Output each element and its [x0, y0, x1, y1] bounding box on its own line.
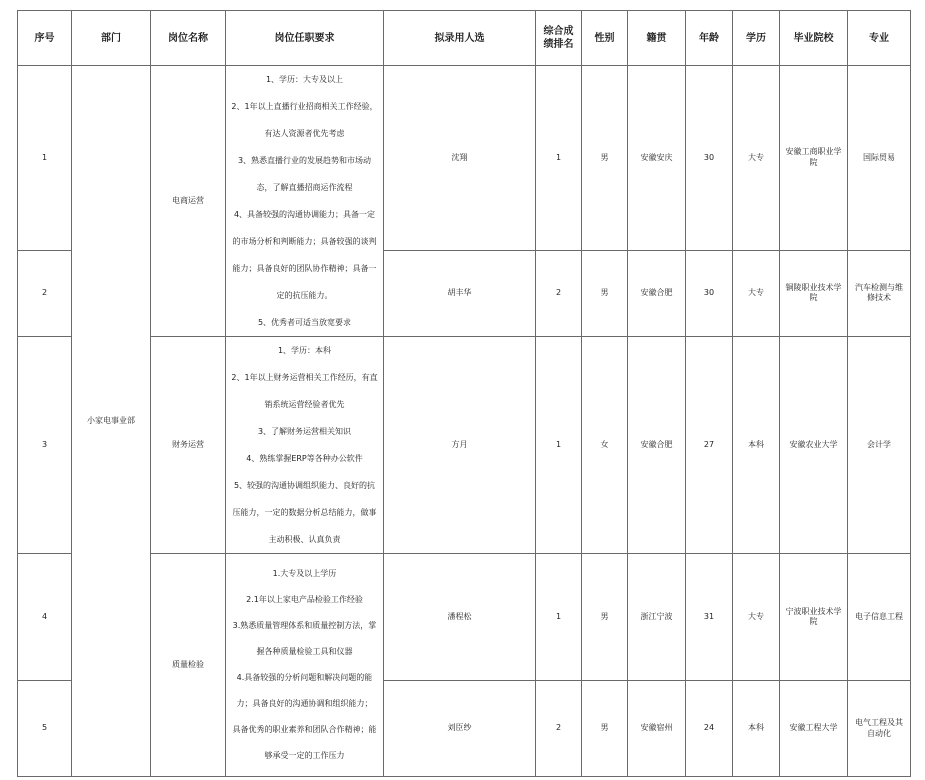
position-cell: 电商运营 — [151, 66, 226, 337]
gender-cell: 男 — [582, 554, 628, 681]
candidate-name-cell: 方月 — [384, 337, 536, 554]
header-cell: 岗位名称 — [151, 11, 226, 66]
origin-cell: 浙江宁波 — [628, 554, 686, 681]
requirement-line: 5、优秀者可适当放宽要求 — [257, 318, 352, 327]
requirement-line: 4.具备较强的分析问题和解决问题的能 — [236, 673, 373, 682]
age-cell: 24 — [686, 681, 733, 777]
age-cell: 31 — [686, 554, 733, 681]
school-cell: 安徽农业大学 — [780, 337, 848, 554]
serial-cell: 2 — [18, 250, 72, 336]
major-cell: 电气工程及其自动化 — [848, 681, 911, 777]
requirement-line: 力；具备良好的沟通协调和组织能力； — [236, 699, 373, 708]
requirement-line: 3、了解财务运营相关知识 — [257, 427, 352, 436]
requirement-line: 具备优秀的职业素养和团队合作精神；能 — [232, 725, 377, 734]
requirement-line: 3.熟悉质量管理体系和质量控制方法，掌 — [232, 621, 377, 630]
header-cell: 学历 — [733, 11, 780, 66]
requirement-line: 销系统运营经验者优先 — [264, 400, 345, 409]
header-row — [18, 11, 911, 66]
requirement-line: 4、熟练掌握ERP等各种办公软件 — [246, 454, 363, 463]
serial-cell: 4 — [18, 554, 72, 681]
position-cell: 财务运营 — [151, 337, 226, 554]
requirement-line: 5、较强的沟通协调组织能力、良好的抗 — [233, 481, 376, 490]
requirement-line: 2、1年以上财务运营相关工作经历，有直 — [231, 373, 378, 382]
major-cell: 汽车检测与维修技术 — [848, 250, 911, 336]
education-cell: 大专 — [733, 554, 780, 681]
header-cell: 序号 — [18, 11, 72, 66]
header-cell: 岗位任职要求 — [226, 11, 384, 66]
age-cell: 27 — [686, 337, 733, 554]
rank-cell: 1 — [536, 66, 582, 251]
origin-cell: 安徽合肥 — [628, 337, 686, 554]
origin-cell: 安徽合肥 — [628, 250, 686, 336]
origin-cell: 安徽安庆 — [628, 66, 686, 251]
school-cell: 铜陵职业技术学院 — [780, 250, 848, 336]
department-cell: 小家电事业部 — [72, 66, 151, 777]
school-cell: 安徽工程大学 — [780, 681, 848, 777]
rank-cell: 2 — [536, 681, 582, 777]
header-cell: 籍贯 — [628, 11, 686, 66]
age-cell: 30 — [686, 66, 733, 251]
gender-cell: 男 — [582, 250, 628, 336]
school-cell: 宁波职业技术学院 — [780, 554, 848, 681]
header-cell: 综合成绩排名 — [536, 11, 582, 66]
requirement-line: 能力；具备良好的团队协作精神；具备一 — [232, 264, 377, 273]
serial-cell: 5 — [18, 681, 72, 777]
serial-cell: 3 — [18, 337, 72, 554]
requirement-line: 2、1年以上直播行业招商相关工作经验， — [231, 102, 378, 111]
candidate-name-cell: 潘程松 — [384, 554, 536, 681]
table-row — [18, 66, 911, 251]
header-cell: 专业 — [848, 11, 911, 66]
candidate-name-cell: 胡丰华 — [384, 250, 536, 336]
requirement-line: 握各种质量检验工具和仪器 — [256, 647, 353, 656]
requirements-cell — [226, 554, 384, 777]
header-cell: 年龄 — [686, 11, 733, 66]
education-cell: 本科 — [733, 681, 780, 777]
requirement-line: 够承受一定的工作压力 — [264, 751, 345, 760]
header-cell: 性别 — [582, 11, 628, 66]
gender-cell: 女 — [582, 337, 628, 554]
school-cell: 安徽工商职业学院 — [780, 66, 848, 251]
education-cell: 本科 — [733, 337, 780, 554]
header-cell: 拟录用人选 — [384, 11, 536, 66]
serial-cell: 1 — [18, 66, 72, 251]
requirement-line: 压能力，一定的数据分析总结能力，做事 — [232, 508, 377, 517]
requirement-line: 1、学历：本科 — [277, 346, 332, 355]
age-cell: 30 — [686, 250, 733, 336]
major-cell: 电子信息工程 — [848, 554, 911, 681]
requirement-line: 的市场分析和判断能力；具备较强的谈判 — [232, 237, 377, 246]
requirements-cell — [226, 66, 384, 337]
gender-cell: 男 — [582, 66, 628, 251]
candidate-name-cell: 沈翔 — [384, 66, 536, 251]
requirement-line: 1、学历：大专及以上 — [265, 75, 344, 84]
requirement-line: 态，了解直播招商运作流程 — [256, 183, 353, 192]
requirements-cell — [226, 337, 384, 554]
origin-cell: 安徽宿州 — [628, 681, 686, 777]
requirement-line: 1.大专及以上学历 — [272, 569, 337, 578]
education-cell: 大专 — [733, 66, 780, 251]
header-cell: 毕业院校 — [780, 11, 848, 66]
rank-cell: 1 — [536, 337, 582, 554]
gender-cell: 男 — [582, 681, 628, 777]
rank-cell: 1 — [536, 554, 582, 681]
requirement-line: 主动积极、认真负责 — [268, 535, 341, 544]
education-cell: 大专 — [733, 250, 780, 336]
header-cell: 部门 — [72, 11, 151, 66]
table-row — [18, 554, 911, 681]
candidate-name-cell: 刘臣纱 — [384, 681, 536, 777]
rank-cell: 2 — [536, 250, 582, 336]
position-cell: 质量检验 — [151, 554, 226, 777]
major-cell: 会计学 — [848, 337, 911, 554]
cropped-footer-text — [0, 773, 925, 780]
requirement-line: 有达人资源者优先考虑 — [264, 129, 345, 138]
major-cell: 国际贸易 — [848, 66, 911, 251]
hiring-table — [17, 10, 911, 777]
requirement-line: 4、具备较强的沟通协调能力；具备一定 — [233, 210, 376, 219]
requirement-line: 3、熟悉直播行业的发展趋势和市场动 — [237, 156, 372, 165]
requirement-line: 2.1年以上家电产品检验工作经验 — [246, 595, 363, 604]
requirement-line: 定的抗压能力。 — [276, 291, 333, 300]
table-row — [18, 337, 911, 554]
